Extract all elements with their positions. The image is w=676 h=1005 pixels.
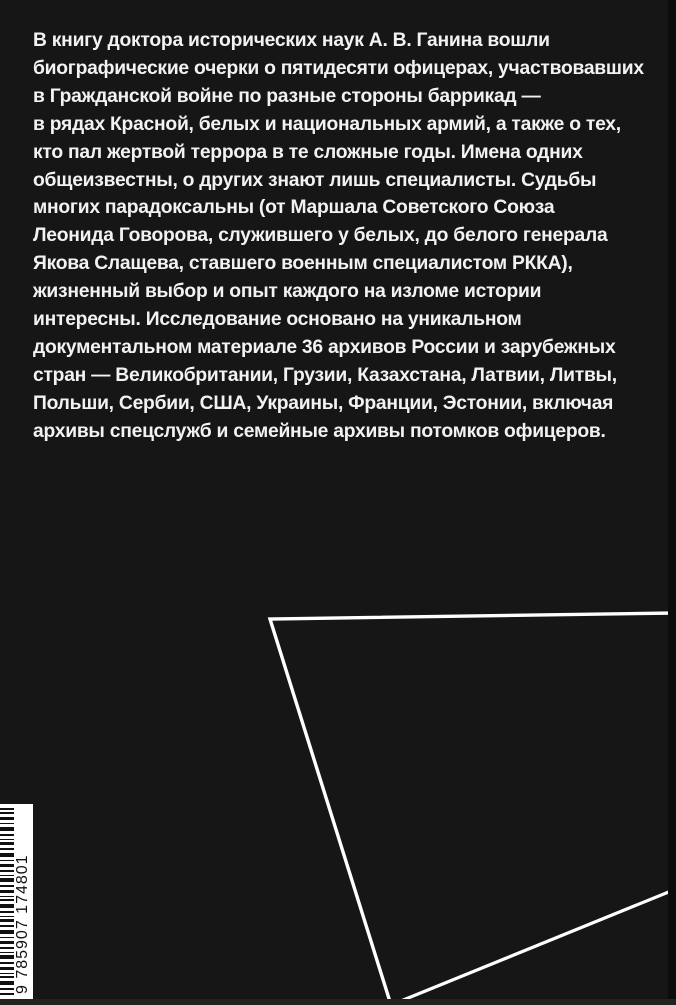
annotation-line: архивы спецслужб и семейные архивы потомков офицеров. <box>33 420 606 442</box>
annotation-line: многих парадоксальны (от Маршала Советского Союза <box>33 197 555 219</box>
frame-diagonal <box>391 889 676 1005</box>
annotation-line: Леонида Говорова, служившего у белых, до белого генерала <box>33 225 608 247</box>
annotation-line: биографические очерки о пятидесяти офицерах, участвовавших <box>33 57 644 79</box>
annotation-line: Польши, Сербии, США, Украины, Франции, Эстонии, включая <box>33 392 614 414</box>
annotation-line: жизненный выбор и опыт каждого на изломе истории <box>33 281 542 303</box>
cover-bottom-edge <box>0 999 676 1005</box>
frame-outline <box>270 613 676 1005</box>
annotation-line: общеизвестны, о других знают лишь специалисты. Судьбы <box>33 169 597 191</box>
annotation-line: стран — Великобритании, Грузии, Казахстана, Латвии, Литвы, <box>33 364 617 386</box>
annotation-line: кто пал жертвой террора в те сложные годы. Имена одних <box>33 141 583 163</box>
isbn-barcode <box>0 804 33 1000</box>
annotation-line: В книгу доктора исторических наук А. В. Ганина вошли <box>33 30 550 51</box>
annotation-line: интересны. Исследование основано на уникальном <box>33 309 522 331</box>
annotation-line: Якова Слащева, ставшего военным специалистом РККА), <box>33 253 573 275</box>
annotation-line: в Гражданской войне по разные стороны баррикад — <box>33 85 541 107</box>
annotation-line: документальном материале 36 архивов России и зарубежных <box>33 336 616 358</box>
annotation-line: в рядах Красной, белых и национальных армий, а также о тех, <box>33 113 621 135</box>
cover-edge <box>668 0 676 1005</box>
isbn-digits: 9 785907 174801 <box>14 854 31 994</box>
barcode-bars <box>0 804 14 1000</box>
